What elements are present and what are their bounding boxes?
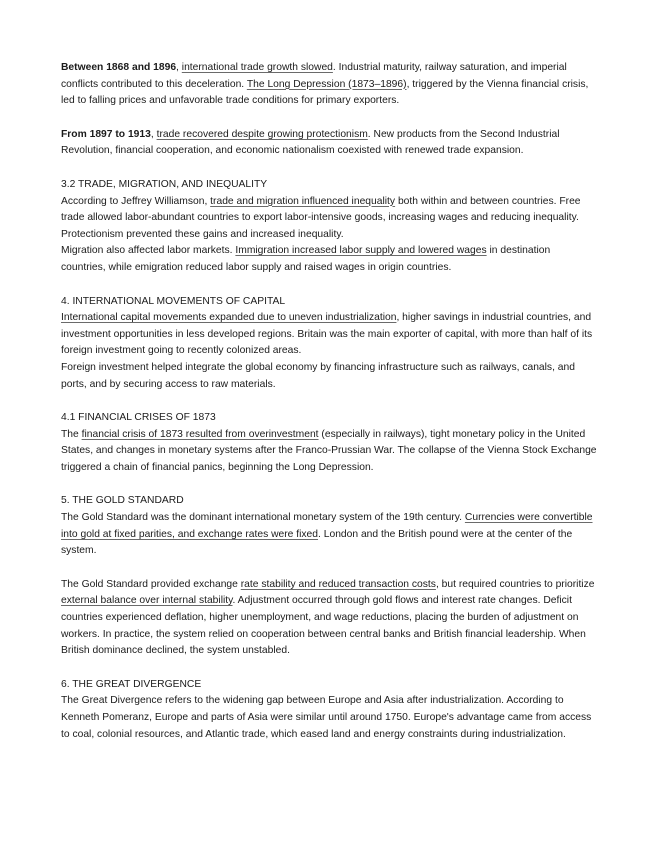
section-heading: 4.1 FINANCIAL CRISES OF 1873 bbox=[61, 412, 216, 424]
section-heading: 4. INTERNATIONAL MOVEMENTS OF CAPITAL bbox=[61, 295, 286, 307]
section-3-2 bbox=[61, 177, 597, 277]
key-phrase: trade and migration influenced inequality bbox=[210, 195, 396, 207]
key-phrase: external balance over internal stability bbox=[61, 595, 233, 607]
key-phrase: The Long Depression (1873–1896) bbox=[246, 78, 407, 90]
paragraph-text bbox=[61, 60, 597, 110]
separator: , bbox=[150, 128, 157, 140]
body-text: The Gold Standard provided exchange bbox=[61, 578, 241, 590]
body-text: . London and the British pound were at the center of the system. bbox=[61, 528, 573, 557]
key-phrase: Currencies were convertible into gold at fixed parities, and exchange rates were fixed bbox=[61, 512, 593, 540]
paragraph-text: The Great Divergence refers to the widening gap between Europe and Asia after industrialization. According to Kenneth Pomeranz, Europe and parts of Asia were similar until around 1750. Europe's advantage came from access to coal, colonial resources, and Atlantic trade, which eased land and energy constraints during industrialization. bbox=[61, 695, 592, 740]
paragraph-1868-1896 bbox=[61, 60, 597, 110]
key-phrase: trade recovered despite growing protectionism bbox=[156, 128, 368, 140]
paragraph-1897-1913 bbox=[61, 127, 597, 160]
body-text: in destination countries, while emigration reduced labor supply and raised wages in origin countries. bbox=[61, 245, 551, 273]
section-heading: 5. THE GOLD STANDARD bbox=[61, 495, 184, 507]
period-label: Between 1868 and 1896 bbox=[61, 62, 177, 73]
body-text: . Industrial maturity, railway saturation, and imperial conflicts contributed to this deceleration. bbox=[61, 62, 567, 90]
body-text: The Gold Standard was the dominant international monetary system of the 19th century. bbox=[61, 512, 465, 524]
section-heading: 3.2 TRADE, MIGRATION, AND INEQUALITY bbox=[61, 178, 268, 190]
paragraph-text bbox=[61, 194, 597, 244]
body-text: (especially in railways), tight monetary policy in the United States, and changes in monetary systems after the Franco-Prussian War. The collapse of the Vienna Stock Exchange triggered a chain of financial panics, beginning the Long Depression. bbox=[61, 428, 597, 473]
paragraph-text bbox=[61, 310, 597, 360]
period-label: From 1897 to 1913 bbox=[61, 128, 151, 140]
paragraph-text bbox=[61, 577, 597, 660]
body-text: Migration also affected labor markets. bbox=[61, 245, 236, 257]
body-text: , triggered by the Vienna financial crisis, led to falling prices and unfavorable trade conditions for primary exporters. bbox=[61, 78, 589, 107]
paragraph-text bbox=[61, 243, 597, 276]
key-phrase: international trade growth slowed bbox=[181, 62, 333, 73]
paragraph-text bbox=[61, 127, 597, 160]
key-phrase: Immigration increased labor supply and lowered wages bbox=[235, 245, 487, 257]
key-phrase: financial crisis of 1873 resulted from overinvestment bbox=[81, 428, 319, 440]
key-phrase: rate stability and reduced transaction costs bbox=[240, 578, 436, 590]
key-phrase: International capital movements expanded due to uneven industrialization bbox=[61, 312, 397, 324]
section-6 bbox=[61, 677, 597, 743]
separator: , bbox=[176, 62, 182, 73]
section-heading: 6. THE GREAT DIVERGENCE bbox=[61, 678, 202, 690]
paragraph-text: Foreign investment helped integrate the global economy by financing infrastructure such as railways, canals, and ports, and by securing access to raw materials. bbox=[61, 361, 575, 390]
body-text: both within and between countries. Free trade allowed labor-abundant countries to export labor-intensive goods, increasing wages and reducing inequality. Protectionism prevented these gains and increased inequality. bbox=[61, 195, 581, 240]
body-text: According to Jeffrey Williamson, bbox=[61, 195, 211, 207]
section-5-continued bbox=[61, 577, 597, 660]
body-text: . New products from the Second Industrial Revolution, financial cooperation, and economic nationalism coexisted with renewed trade expansion. bbox=[61, 128, 560, 157]
body-text: The bbox=[61, 428, 82, 440]
section-4-1 bbox=[61, 410, 597, 476]
body-text: . Adjustment occurred through gold flows and interest rate changes. Deficit countries experienced deflation, higher unemployment, and wage reductions, placing the burden of adjustment on workers. In practice, the system relied on cooperation between central banks and British financial leadership. When British dominance declined, the system unstabled. bbox=[61, 595, 586, 657]
paragraph-text bbox=[61, 510, 597, 560]
section-5 bbox=[61, 493, 597, 559]
body-text: , higher savings in industrial countries, and investment opportunities in less developed regions. Britain was the main exporter of capital, with more than half of its foreign investment going to recently colonized areas. bbox=[61, 312, 593, 357]
body-text: , but required countries to prioritize bbox=[435, 578, 595, 590]
paragraph-text bbox=[61, 427, 597, 477]
section-4 bbox=[61, 294, 597, 394]
